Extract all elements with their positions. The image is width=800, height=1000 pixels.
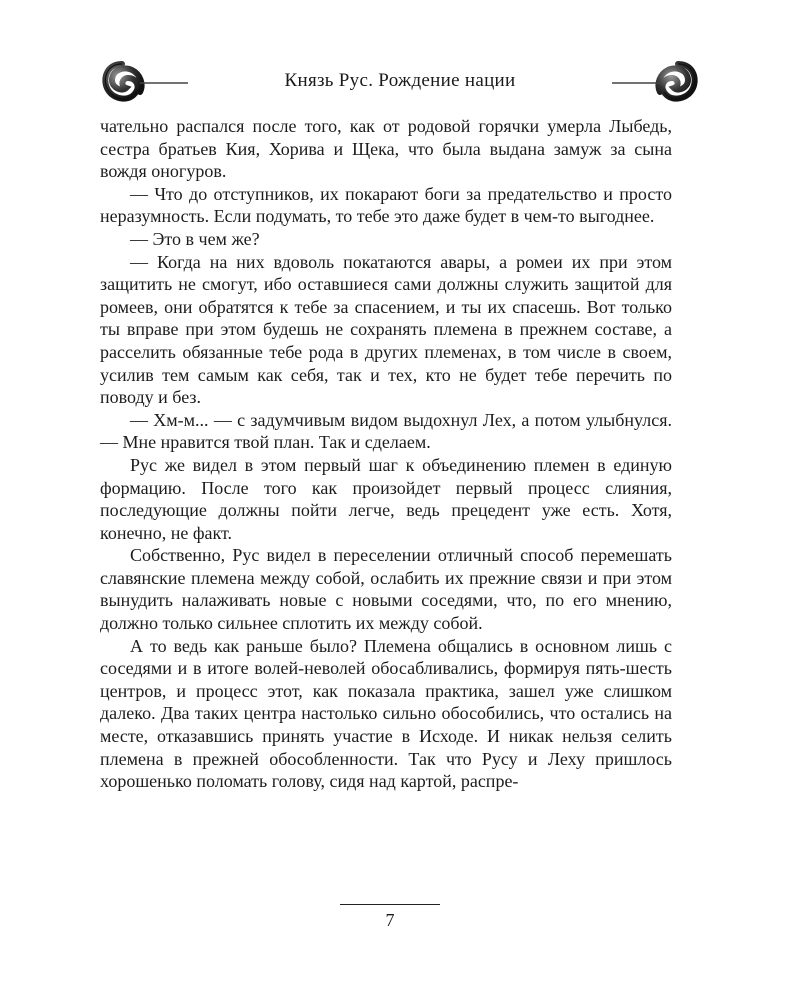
- footer-divider: [340, 904, 440, 905]
- body-text: [100, 115, 672, 793]
- paragraph: Собственно, Рус видел в переселении отличный способ перемешать славянские племена между собой, ослабить их прежние связи и при этом вынудить налаживать новые с новыми соседями, что, по его мнению, должно только сильнее сплотить их между собой.: [100, 545, 672, 634]
- paragraph: — Когда на них вдоволь покатаются авары, а ромеи их при этом защитить не смогут, ибо оставшиеся сами должны служить защитой для ромеев, они обратятся к тебе за спасением, и ты их спасешь. Вот только ты вправе при этом будешь не сохранять племена в прежнем составе, а расселить обязанные тебе рода в других племенах, в том числе в своем, усилив тем самым как себя, так и тех, кто не будет тебе перечить по поводу и без.: [100, 251, 672, 408]
- paragraph: — Хм-м... — с задумчивым видом выдохнул Лех, а потом улыбнулся. — Мне нравится твой план. Так и сделаем.: [100, 409, 672, 453]
- paragraph: — Что до отступников, их покарают боги за предательство и просто неразумность. Если подумать, то тебе это даже будет в чем-то выгоднее.: [100, 183, 672, 227]
- running-header: [100, 58, 700, 108]
- paragraph: — Это в чем же?: [130, 228, 260, 249]
- ornament-swirl-icon: [610, 58, 700, 108]
- paragraph: А то ведь как раньше было? Племена общались в основном лишь с соседями и в итоге волей-неволей обосабливались, формируя пять-шесть центров, и процесс этот, как показала практика, зашел уже слишком далеко. Два таких центра настолько сильно обособились, что остались на месте, отказавшись принять участие в Исходе. И никак нельзя селить племена в прежней обособленности. Так что Русу и Леху пришлось хорошенько поломать голову, сидя над картой, распре-: [100, 635, 672, 792]
- page-number: 7: [385, 910, 395, 930]
- paragraph: Рус же видел в этом первый шаг к объединению племен в единую формацию. После того как произойдет первый процесс слияния, последующие должны пойти легче, ведь прецедент уже есть. Хотя, конечно, не факт.: [100, 454, 672, 543]
- running-header-title: Князь Рус. Рождение нации: [284, 70, 516, 91]
- paragraph: чательно распался после того, как от родовой горячки умерла Лыбедь, сестра братьев Кия, Хорива и Щека, что была выдана замуж за сына вождя оногуров.: [100, 116, 672, 182]
